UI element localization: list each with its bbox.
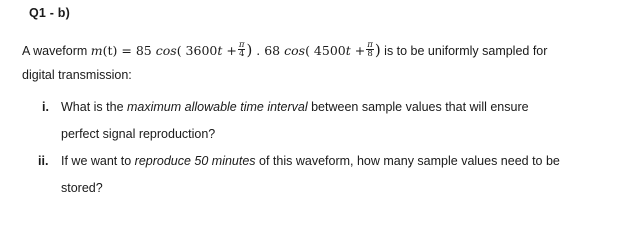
emphasis-text: reproduce 50 minutes (134, 154, 256, 168)
cos-2: cos (284, 43, 306, 58)
pi-symbol: π (238, 40, 245, 50)
intro-prefix: A waveform (22, 44, 88, 58)
plus-2: + (350, 43, 366, 58)
func-arg: (t) (102, 43, 118, 58)
list-item-text (61, 154, 560, 168)
plus-1: + (222, 43, 237, 58)
intro-line-1 (22, 41, 547, 60)
text-segment: What is the (61, 100, 127, 114)
intro-suffix: is to be uniformly sampled for (380, 44, 548, 58)
equals-85: = 85 (117, 43, 156, 58)
text-segment: of this waveform, how many sample values need to be (255, 154, 560, 168)
question-heading: Q1 - b) (29, 6, 70, 20)
func-name: m (90, 43, 103, 58)
intro-line-2: digital transmission: (22, 68, 132, 82)
waveform-equation (90, 40, 381, 59)
close-1: ) (246, 41, 253, 59)
t-2: t (345, 43, 351, 58)
list-marker: ii. (38, 154, 49, 168)
mid-68: . 68 (252, 43, 285, 58)
denominator: 4 (238, 49, 245, 59)
text-segment: between sample values that will ensure (307, 100, 529, 114)
fraction-pi-over-8 (366, 41, 374, 58)
fraction-pi-over-4 (238, 41, 246, 58)
emphasis-text: maximum allowable time interval (127, 100, 308, 114)
cos-1: cos (155, 43, 177, 58)
list-marker: i. (42, 100, 49, 114)
t-1: t (217, 43, 223, 58)
denominator: 8 (367, 49, 373, 59)
open-1: ( 3600 (176, 43, 218, 58)
pi-symbol: π (367, 40, 373, 50)
list-item-text (61, 100, 529, 114)
close-2: ) (374, 41, 381, 59)
list-item-text-continued: perfect signal reproduction? (61, 127, 216, 141)
text-segment: If we want to (61, 154, 135, 168)
open-2: ( 4500 (305, 43, 346, 58)
list-item-text-continued: stored? (61, 181, 103, 195)
